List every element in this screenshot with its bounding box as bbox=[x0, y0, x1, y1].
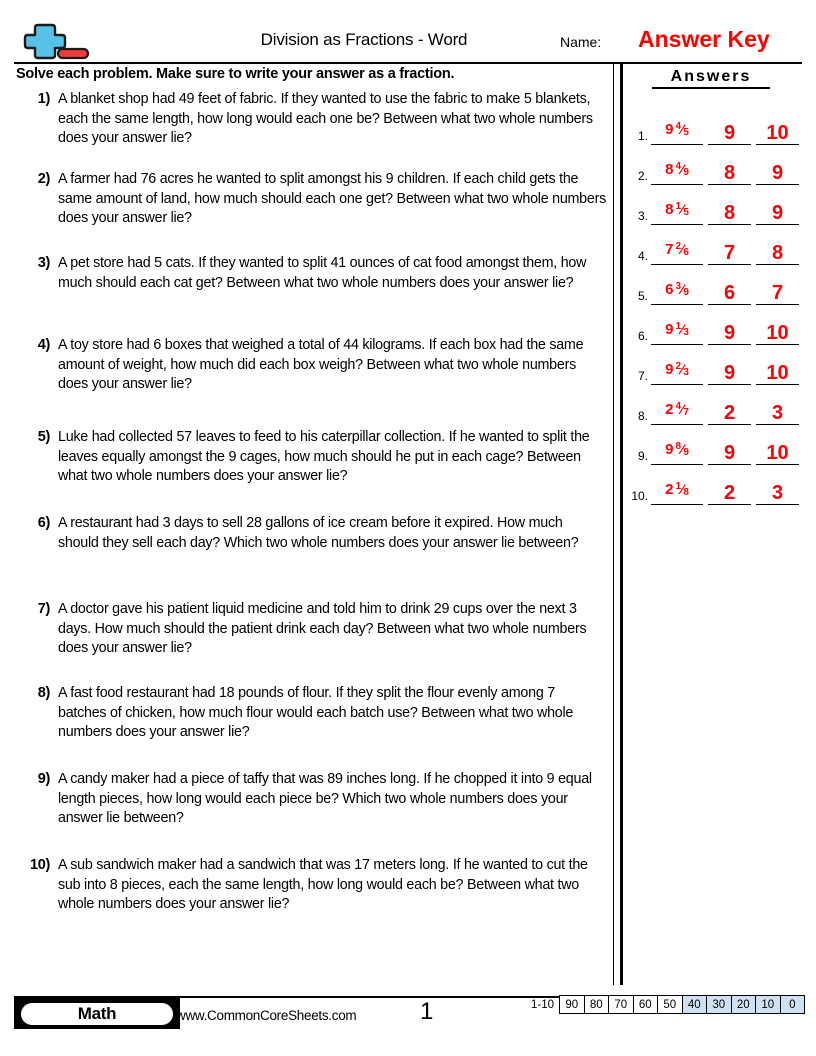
problem-number: 3) bbox=[37, 255, 50, 271]
answer-whole-part: 9 bbox=[665, 121, 674, 138]
column-divider-thin bbox=[613, 64, 614, 985]
problem-item bbox=[16, 856, 606, 915]
score-scale-cells bbox=[559, 995, 805, 1014]
problem-item bbox=[16, 428, 606, 487]
answer-index: 6. bbox=[637, 329, 648, 343]
answer-denominator: 6 bbox=[683, 247, 689, 258]
answer-numerator: 2 bbox=[675, 361, 681, 372]
answer-mixed-number bbox=[651, 277, 703, 305]
answer-upper-bound: 3 bbox=[756, 483, 799, 505]
fraction-slash-icon: ⁄ bbox=[681, 241, 684, 257]
answer-key-badge: Answer Key bbox=[638, 26, 770, 52]
score-scale-cell: 80 bbox=[585, 996, 610, 1013]
answer-lower-bound: 8 bbox=[708, 203, 751, 225]
answer-lower-bound: 2 bbox=[708, 403, 751, 425]
answer-lower-bound: 9 bbox=[708, 323, 751, 345]
score-scale-label: 1-10 bbox=[531, 998, 555, 1011]
subject-badge-label: Math bbox=[21, 1003, 173, 1025]
answer-mixed-number bbox=[651, 317, 703, 345]
fraction-slash-icon: ⁄ bbox=[681, 481, 684, 497]
problem-item bbox=[16, 254, 606, 293]
answer-row bbox=[624, 105, 804, 145]
problem-item bbox=[16, 600, 606, 659]
fraction-slash-icon: ⁄ bbox=[681, 361, 684, 377]
answer-denominator: 3 bbox=[683, 327, 689, 338]
fraction-slash-icon: ⁄ bbox=[681, 441, 684, 457]
answer-numerator: 2 bbox=[675, 241, 681, 252]
header-divider-rule bbox=[14, 62, 802, 64]
instruction-text: Solve each problem. Make sure to write your answer as a fraction. bbox=[16, 66, 455, 82]
score-scale-cell: 50 bbox=[658, 996, 683, 1013]
answer-upper-bound: 10 bbox=[756, 123, 799, 145]
answer-index: 4. bbox=[637, 249, 648, 263]
answer-upper-bound: 7 bbox=[756, 283, 799, 305]
fraction-slash-icon: ⁄ bbox=[681, 121, 684, 137]
answer-numerator: 3 bbox=[675, 281, 681, 292]
problem-text: A candy maker had a piece of taffy that was 89 inches long. If he chopped it into 9 equal length pieces, how long would each piece be? Which two whole numbers does your answer lie between? bbox=[58, 771, 592, 826]
plus-minus-math-logo-icon bbox=[18, 22, 92, 62]
answer-mixed-number bbox=[651, 117, 703, 145]
problem-text: A farmer had 76 acres he wanted to split amongst his 9 children. If each child gets the same amount of land, how much should each one get? Between what two whole numbers does your answer lie? bbox=[58, 171, 606, 226]
answer-index: 9. bbox=[637, 449, 648, 463]
answer-upper-bound: 10 bbox=[756, 323, 799, 345]
answer-upper-bound: 8 bbox=[756, 243, 799, 265]
answer-row bbox=[624, 225, 804, 265]
answer-index: 3. bbox=[637, 209, 648, 223]
answer-lower-bound: 2 bbox=[708, 483, 751, 505]
answer-denominator: 5 bbox=[683, 127, 689, 138]
answer-mixed-number bbox=[651, 397, 703, 425]
fraction-slash-icon: ⁄ bbox=[681, 161, 684, 177]
problem-number: 10) bbox=[29, 857, 50, 873]
page-number: 1 bbox=[420, 998, 434, 1025]
problem-item bbox=[16, 90, 606, 149]
answer-numerator: 8 bbox=[675, 441, 681, 452]
answer-whole-part: 7 bbox=[665, 241, 674, 258]
answer-row bbox=[624, 305, 804, 345]
site-url: www.CommonCoreSheets.com bbox=[176, 1008, 357, 1023]
problem-text: A restaurant had 3 days to sell 28 gallons of ice cream before it expired. How much should they sell each day? Which two whole numbers does your answer lie between? bbox=[58, 515, 579, 551]
answer-numerator: 1 bbox=[675, 201, 681, 212]
answer-whole-part: 8 bbox=[665, 161, 674, 178]
answer-numerator: 1 bbox=[675, 321, 681, 332]
score-scale-cell: 70 bbox=[609, 996, 634, 1013]
answer-lower-bound: 6 bbox=[708, 283, 751, 305]
answer-row bbox=[624, 145, 804, 185]
answer-row bbox=[624, 385, 804, 425]
answer-row bbox=[624, 265, 804, 305]
problem-text: A doctor gave his patient liquid medicine and told him to drink 29 cups over the next 3 days. How much should the patient drink each day? Between what two whole numbers does your answer lie? bbox=[58, 601, 587, 656]
column-divider-thick bbox=[620, 64, 623, 985]
fraction-slash-icon: ⁄ bbox=[681, 281, 684, 297]
answer-denominator: 5 bbox=[683, 207, 689, 218]
page-header bbox=[14, 22, 802, 62]
answer-index: 5. bbox=[637, 289, 648, 303]
score-scale-cell: 60 bbox=[634, 996, 659, 1013]
answer-mixed-number bbox=[651, 237, 703, 265]
answers-panel bbox=[624, 68, 804, 505]
answer-row bbox=[624, 425, 804, 465]
answer-denominator: 7 bbox=[683, 407, 689, 418]
answer-numerator: 1 bbox=[675, 481, 681, 492]
fraction-slash-icon: ⁄ bbox=[681, 201, 684, 217]
problem-item bbox=[16, 684, 606, 743]
problem-number: 1) bbox=[37, 91, 50, 107]
answer-lower-bound: 9 bbox=[708, 363, 751, 385]
answer-mixed-number bbox=[651, 357, 703, 385]
problem-number: 9) bbox=[37, 771, 50, 787]
answer-upper-bound: 3 bbox=[756, 403, 799, 425]
problem-text: A pet store had 5 cats. If they wanted to split 41 ounces of cat food amongst them, how much should each cat get? Between what two whole numbers does your answer lie? bbox=[58, 255, 587, 291]
answer-upper-bound: 10 bbox=[756, 363, 799, 385]
problem-text: A fast food restaurant had 18 pounds of flour. If they split the flour evenly among 7 batches of chicken, how much flour would each batch use? Between what two whole numbers does your answer lie? bbox=[58, 685, 574, 740]
answer-index: 1. bbox=[637, 129, 648, 143]
answer-whole-part: 6 bbox=[665, 281, 674, 298]
answer-denominator: 3 bbox=[683, 367, 689, 378]
answer-whole-part: 9 bbox=[665, 441, 674, 458]
problem-number: 5) bbox=[37, 429, 50, 445]
fraction-slash-icon: ⁄ bbox=[681, 321, 684, 337]
answer-whole-part: 8 bbox=[665, 201, 674, 218]
problem-number: 8) bbox=[37, 685, 50, 701]
answer-lower-bound: 8 bbox=[708, 163, 751, 185]
problem-item bbox=[16, 170, 606, 229]
problem-text: A sub sandwich maker had a sandwich that was 17 meters long. If he wanted to cut the sub into 8 pieces, each the same length, how long would each be? Between what two whole numbers does your answer lie? bbox=[58, 857, 588, 912]
name-label: Name: bbox=[560, 34, 602, 50]
problem-item bbox=[16, 770, 606, 829]
answer-denominator: 8 bbox=[683, 487, 689, 498]
problem-text: A toy store had 6 boxes that weighed a total of 44 kilograms. If each box had the same amount of weight, how much did each box weigh? Between what two whole numbers does your answer lie? bbox=[58, 337, 584, 392]
score-scale-cell: 20 bbox=[732, 996, 757, 1013]
answer-lower-bound: 7 bbox=[708, 243, 751, 265]
answer-whole-part: 9 bbox=[665, 361, 674, 378]
score-scale-cell: 0 bbox=[781, 996, 805, 1013]
problem-number: 6) bbox=[37, 515, 50, 531]
score-scale-cell: 40 bbox=[683, 996, 708, 1013]
answer-numerator: 4 bbox=[675, 121, 681, 132]
answer-index: 2. bbox=[637, 169, 648, 183]
page-title: Division as Fractions - Word bbox=[260, 30, 468, 49]
answer-whole-part: 2 bbox=[665, 401, 674, 418]
answer-denominator: 9 bbox=[683, 167, 689, 178]
problem-item bbox=[16, 514, 606, 553]
answer-upper-bound: 9 bbox=[756, 163, 799, 185]
problem-number: 7) bbox=[37, 601, 50, 617]
answer-lower-bound: 9 bbox=[708, 123, 751, 145]
answer-row bbox=[624, 465, 804, 505]
fraction-slash-icon: ⁄ bbox=[681, 401, 684, 417]
answer-numerator: 4 bbox=[675, 401, 681, 412]
problem-text: Luke had collected 57 leaves to feed to his caterpillar collection. If he wanted to split the leaves equally amongst the 9 cages, how much should he put in each cage? Between what two whole numbers does your answer lie? bbox=[58, 429, 590, 484]
problem-number: 2) bbox=[37, 171, 50, 187]
answer-denominator: 9 bbox=[683, 447, 689, 458]
problem-item bbox=[16, 336, 606, 395]
score-scale-cell: 90 bbox=[560, 996, 585, 1013]
problem-text: A blanket shop had 49 feet of fabric. If they wanted to use the fabric to make 5 blankets, each the same length, how long would each one be? Between what two whole numbers does your answer lie? bbox=[58, 91, 593, 146]
answer-upper-bound: 10 bbox=[756, 443, 799, 465]
problem-number: 4) bbox=[37, 337, 50, 353]
answer-rows bbox=[624, 105, 804, 505]
answer-mixed-number bbox=[651, 197, 703, 225]
answer-mixed-number bbox=[651, 477, 703, 505]
score-scale-cell: 10 bbox=[756, 996, 781, 1013]
score-scale-cell: 30 bbox=[707, 996, 732, 1013]
answer-whole-part: 2 bbox=[665, 481, 674, 498]
answer-lower-bound: 9 bbox=[708, 443, 751, 465]
subject-badge bbox=[14, 998, 180, 1029]
answer-index: 7. bbox=[637, 369, 648, 383]
answer-row bbox=[624, 185, 804, 225]
answer-index: 10. bbox=[631, 489, 648, 503]
answer-mixed-number bbox=[651, 437, 703, 465]
answer-whole-part: 9 bbox=[665, 321, 674, 338]
answer-mixed-number bbox=[651, 157, 703, 185]
answer-upper-bound: 9 bbox=[756, 203, 799, 225]
answer-numerator: 4 bbox=[675, 161, 681, 172]
score-scale bbox=[531, 995, 805, 1014]
answer-row bbox=[624, 345, 804, 385]
answers-heading: Answers bbox=[652, 68, 770, 89]
answer-index: 8. bbox=[637, 409, 648, 423]
answer-denominator: 9 bbox=[683, 287, 689, 298]
